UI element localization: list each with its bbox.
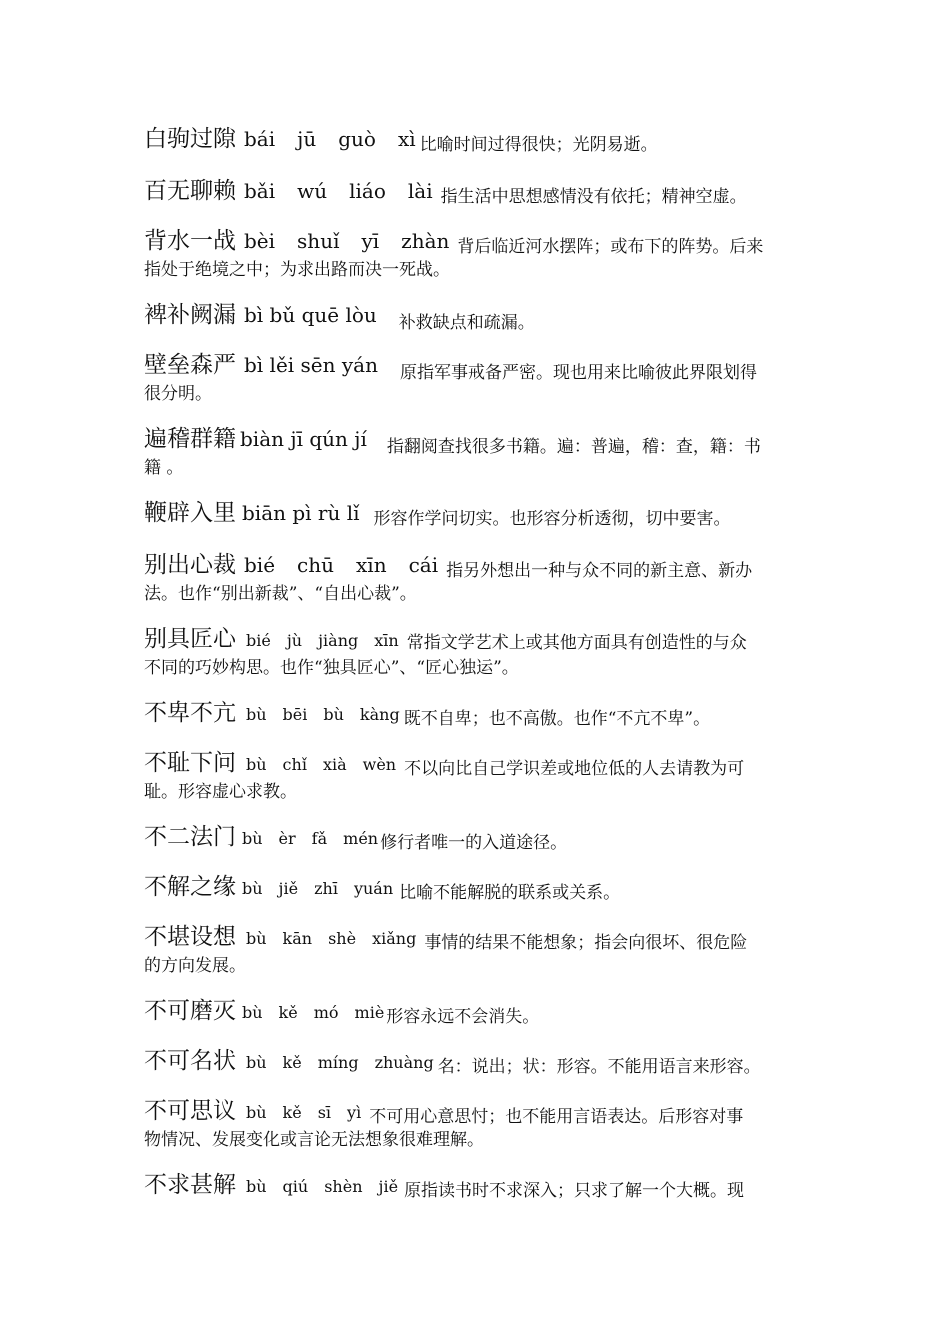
entry-first-line [144, 620, 812, 654]
entry-first-line [144, 818, 812, 852]
pinyin-syllable: kān [282, 929, 313, 948]
pinyin-syllable: yì [347, 1103, 362, 1122]
pinyin-syllable: xì [397, 127, 416, 151]
pinyin-syllable: bù [242, 879, 263, 898]
idiom-entry [144, 818, 812, 852]
entry-first-line [144, 1166, 812, 1200]
pinyin-syllable: bù [246, 705, 267, 724]
pinyin-syllable: bié [244, 553, 276, 577]
pinyin [246, 929, 416, 948]
pinyin [244, 353, 378, 377]
idiom-entry [144, 744, 812, 804]
entry-first-line [144, 868, 812, 902]
definition: 背后临近河水摆阵；或布下的阵势。后来 [457, 237, 764, 257]
pinyin-syllable: èr [278, 829, 296, 848]
pinyin-syllable: míng [317, 1053, 359, 1072]
idiom-entry [144, 1166, 812, 1200]
entry-first-line [144, 992, 812, 1026]
idiom-entry [144, 1092, 812, 1152]
idiom-entry [144, 694, 812, 728]
definition-continued: 耻。形容虚心求教。 [144, 782, 297, 802]
idiom-entry [144, 494, 812, 528]
pinyin-syllable: liáo [349, 179, 386, 203]
definition: 原指读书时不求深入；只求了解一个大概。现 [404, 1181, 745, 1201]
pinyin-syllable: jiàng [318, 631, 359, 650]
pinyin [246, 631, 399, 650]
definition: 不以向比自己学识差或地位低的人去请教为可 [404, 759, 745, 779]
pinyin-syllable: yī [361, 229, 380, 253]
pinyin-syllable: wèn [362, 755, 397, 774]
pinyin-syllable: jiě [378, 1177, 399, 1196]
pinyin-syllable: jiě [278, 879, 299, 898]
idiom-term: 壁垒森严 [144, 352, 236, 378]
pinyin-syllable: bù [246, 1103, 267, 1122]
pinyin [246, 755, 396, 774]
pinyin-syllable: chū [297, 553, 335, 577]
definition: 不可用心意思忖；也不能用言语表达。后形容对事 [369, 1107, 744, 1127]
definition: 指另外想出一种与众不同的新主意、新办 [446, 561, 753, 581]
idiom-entry [144, 918, 812, 978]
entry-first-line [144, 222, 812, 256]
pinyin-syllable: zhàn [401, 229, 450, 253]
definition: 指生活中思想感情没有依托；精神空虚。 [440, 187, 747, 207]
pinyin [246, 705, 400, 724]
pinyin-syllable: mó [313, 1003, 339, 1022]
pinyin-syllable: biān pì rù lǐ [242, 501, 360, 525]
idiom-term: 不可名状 [144, 1048, 236, 1074]
pinyin [242, 879, 393, 898]
idiom-term: 百无聊赖 [144, 178, 236, 204]
definition: 形容永远不会消失。 [386, 1007, 540, 1027]
entry-first-line [144, 1042, 812, 1076]
pinyin-syllable: guò [338, 127, 376, 151]
definition: 补救缺点和疏漏。 [398, 313, 535, 333]
entry-first-line [144, 546, 812, 580]
pinyin-syllable: sī [317, 1103, 332, 1122]
pinyin-syllable: xià [322, 755, 347, 774]
pinyin [244, 127, 416, 151]
pinyin-syllable: bù [242, 1003, 263, 1022]
entry-first-line [144, 120, 812, 154]
pinyin [242, 1003, 384, 1022]
pinyin [244, 179, 433, 203]
pinyin-syllable: bì lěi sēn yán [244, 353, 378, 377]
definition-continued: 籍 。 [144, 458, 184, 478]
definition-continued: 物情况、发展变化或言论无法想象很难理解。 [144, 1130, 484, 1150]
entry-first-line [144, 918, 812, 952]
definition: 原指军事戒备严密。现也用来比喻彼此界限划得 [399, 363, 757, 383]
idiom-entry [144, 546, 812, 606]
pinyin-syllable: zhuàng [374, 1053, 434, 1072]
definition: 指翻阅查找很多书籍。遍：普遍，稽：查，籍：书 [386, 437, 761, 457]
idiom-term: 不二法门 [144, 824, 236, 850]
definition-continued: 法。也作“别出新裁”、“自出心裁”。 [144, 584, 417, 604]
idiom-entry [144, 222, 812, 282]
idiom-term: 遍稽群籍 [144, 426, 236, 452]
definition-continued: 指处于绝境之中；为求出路而决一死战。 [144, 260, 450, 280]
pinyin-syllable: bù [246, 929, 267, 948]
pinyin-syllable: bù [323, 705, 344, 724]
pinyin-syllable: bié [246, 631, 271, 650]
pinyin [246, 1103, 361, 1122]
pinyin-syllable: lài [407, 179, 433, 203]
pinyin-syllable: bì bǔ quē lòu [244, 303, 377, 327]
definition: 常指文学艺术上或其他方面具有创造性的与众 [406, 633, 747, 653]
definition: 既不自卑；也不高傲。也作“不亢不卑”。 [403, 709, 711, 729]
idiom-entry [144, 420, 812, 480]
definition: 修行者唯一的入道途径。 [380, 833, 568, 853]
pinyin-syllable: yuán [353, 879, 394, 898]
pinyin-syllable: biàn jī qún jí [240, 427, 367, 451]
pinyin-syllable: bù [246, 1177, 267, 1196]
pinyin-syllable: kě [282, 1103, 302, 1122]
pinyin-syllable: chǐ [282, 755, 307, 774]
idiom-term: 裨补阙漏 [144, 302, 236, 328]
pinyin-syllable: kě [278, 1003, 298, 1022]
idiom-term: 不解之缘 [144, 874, 236, 900]
idiom-entry [144, 172, 812, 206]
idiom-entry [144, 346, 812, 406]
definition: 形容作学问切实。也形容分析透彻，切中要害。 [373, 509, 731, 529]
pinyin-syllable: qiú [282, 1177, 309, 1196]
pinyin-syllable: shuǐ [297, 229, 340, 253]
pinyin-syllable: zhī [314, 879, 338, 898]
pinyin [242, 501, 360, 525]
definition-continued: 的方向发展。 [144, 956, 246, 976]
pinyin-syllable: fǎ [311, 829, 328, 848]
pinyin-syllable: bēi [282, 705, 308, 724]
pinyin [246, 1177, 398, 1196]
pinyin-syllable: kàng [359, 705, 400, 724]
definition: 名：说出；状：形容。不能用语言来形容。 [437, 1057, 761, 1077]
entry-first-line [144, 744, 812, 778]
idiom-term: 别具匠心 [144, 626, 236, 652]
pinyin-syllable: jū [297, 127, 317, 151]
pinyin [240, 427, 367, 451]
pinyin [244, 553, 438, 577]
pinyin-syllable: kě [282, 1053, 302, 1072]
idiom-term: 背水一战 [144, 228, 236, 254]
pinyin-syllable: bù [242, 829, 263, 848]
pinyin-syllable: bái [244, 127, 276, 151]
idiom-term: 别出心裁 [144, 552, 236, 578]
pinyin [246, 1053, 434, 1072]
idiom-term: 不卑不亢 [144, 700, 236, 726]
entry-first-line [144, 172, 812, 206]
idiom-term: 不堪设想 [144, 924, 236, 950]
pinyin-syllable: miè [354, 1003, 385, 1022]
idiom-term: 不可思议 [144, 1098, 236, 1124]
entry-first-line [144, 694, 812, 728]
pinyin-syllable: cái [408, 553, 439, 577]
pinyin-syllable: mén [343, 829, 379, 848]
pinyin-syllable: xīn [356, 553, 387, 577]
idiom-entry [144, 868, 812, 902]
pinyin [244, 303, 377, 327]
definition-continued: 很分明。 [144, 384, 212, 404]
idiom-entry [144, 992, 812, 1026]
definition: 事情的结果不能想象；指会向很坏、很危险 [424, 933, 748, 953]
definition: 比喻时间过得很快；光阴易逝。 [419, 135, 658, 155]
pinyin-syllable: jù [286, 631, 303, 650]
pinyin-syllable: shè [328, 929, 357, 948]
definition-continued: 不同的巧妙构思。也作“独具匠心”、“匠心独运”。 [144, 658, 519, 678]
pinyin [242, 829, 378, 848]
idiom-term: 鞭辟入里 [144, 500, 236, 526]
entry-first-line [144, 420, 812, 457]
idiom-entry [144, 296, 812, 333]
pinyin-syllable: bǎi [244, 179, 276, 203]
idiom-term: 不可磨灭 [144, 998, 236, 1024]
pinyin-syllable: bù [246, 1053, 267, 1072]
pinyin-syllable: xīn [374, 631, 399, 650]
entry-first-line [144, 346, 812, 383]
idiom-term: 白驹过隙 [144, 126, 236, 152]
idiom-term: 不求甚解 [144, 1172, 236, 1198]
idiom-term: 不耻下问 [144, 750, 236, 776]
idiom-entry [144, 620, 812, 680]
idiom-entry [144, 120, 812, 154]
pinyin-syllable: xiǎng [372, 929, 417, 948]
pinyin-syllable: bù [246, 755, 267, 774]
entry-first-line [144, 296, 812, 333]
pinyin-syllable: wú [297, 179, 328, 203]
entry-first-line [144, 494, 812, 528]
idiom-entry [144, 1042, 812, 1076]
pinyin-syllable: bèi [244, 229, 276, 253]
pinyin-syllable: shèn [324, 1177, 363, 1196]
pinyin [244, 229, 449, 253]
entry-first-line [144, 1092, 812, 1126]
definition: 比喻不能解脱的联系或关系。 [399, 883, 621, 903]
